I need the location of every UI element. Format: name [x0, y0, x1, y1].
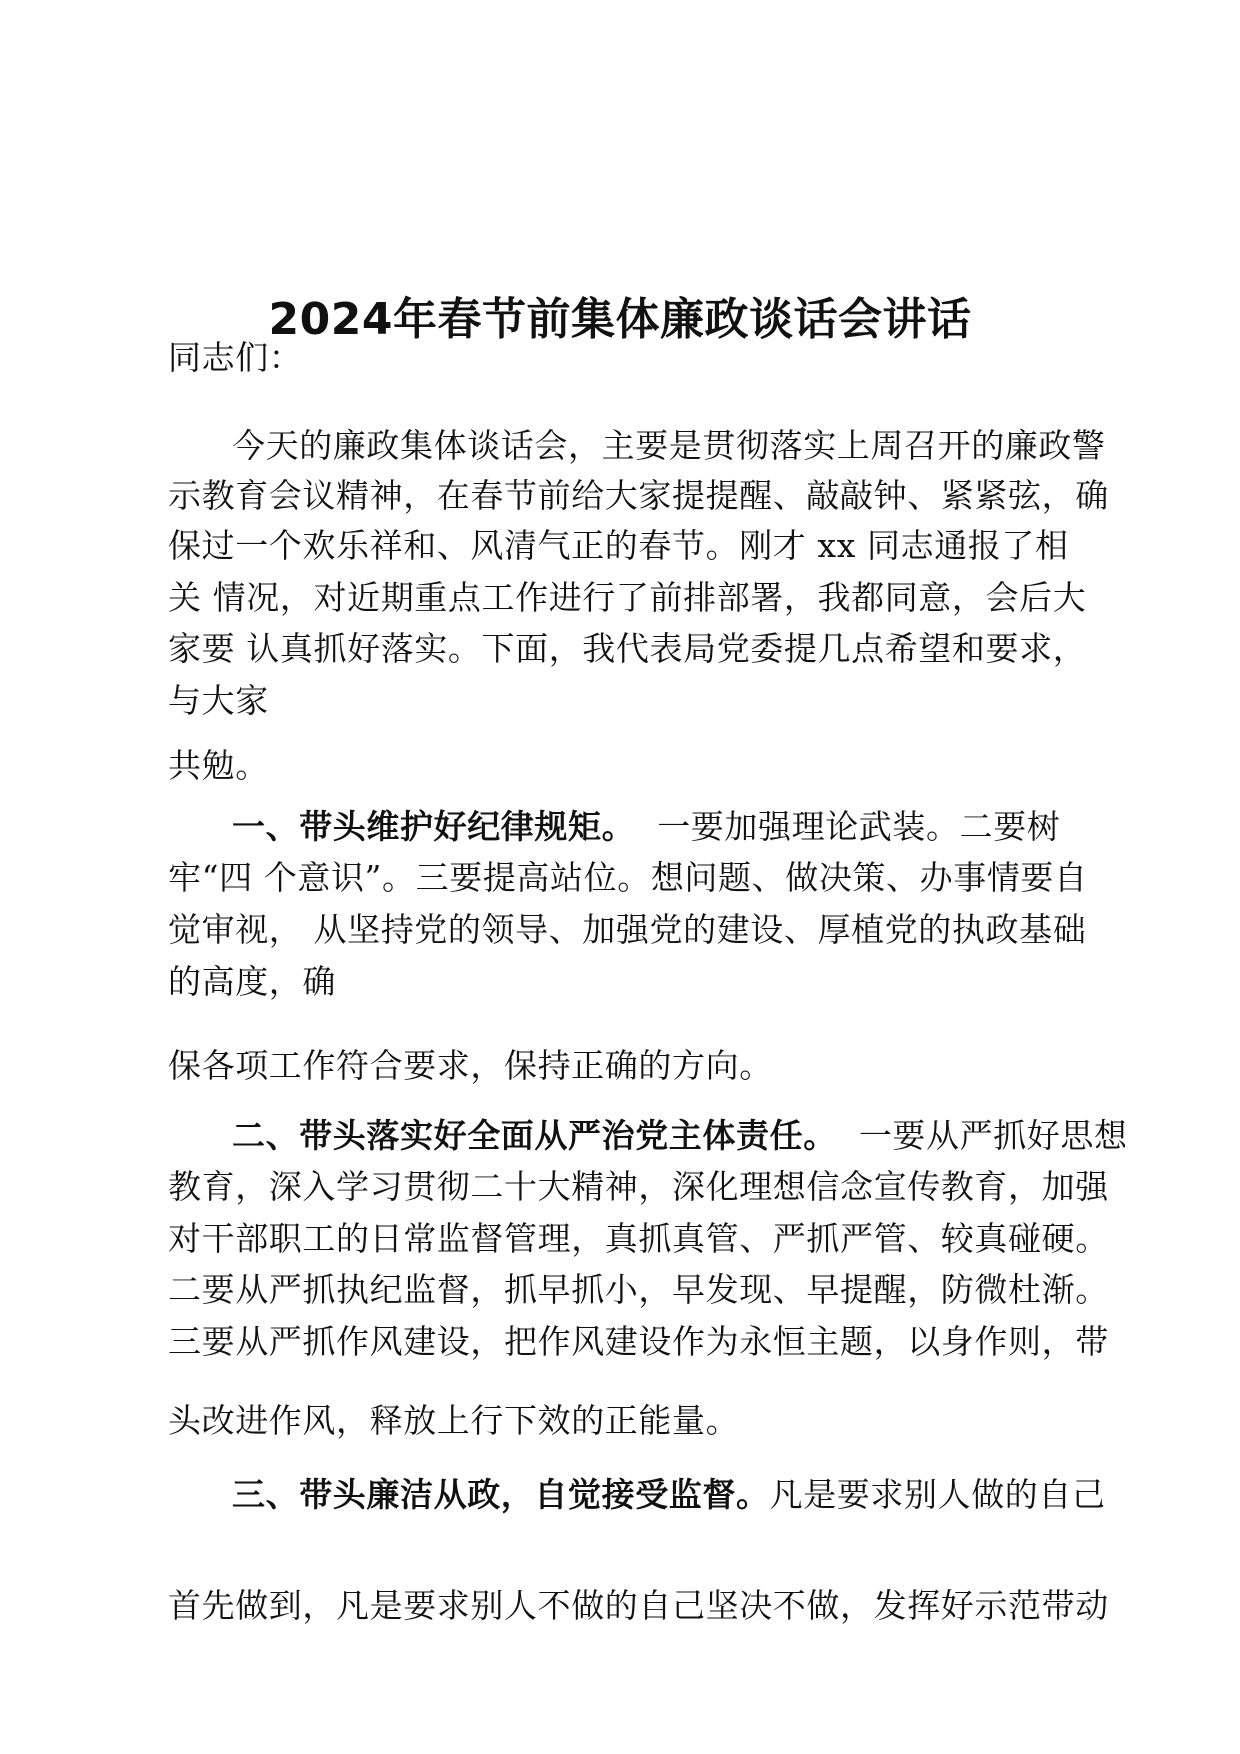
section2-first-line	[232, 1114, 1128, 1158]
section3-heading: 三、带头廉洁从政，自觉接受监督。	[232, 1475, 770, 1514]
section3-line-2: 首先做到，凡是要求别人不做的自己坚决不做，发挥好示范带动	[168, 1586, 1109, 1625]
intro-line-1: 今天的廉政集体谈话会，主要是贯彻落实上周召开的廉政警	[232, 426, 1106, 465]
section2-line-5: 三要从严抓作风建设，把作风建设作为永恒主题，以身作则，带	[168, 1322, 1109, 1361]
intro-line-6: 与大家	[168, 681, 269, 720]
section1-line-2: 牢“四 个意识”。三要提高站位。想问题、做决策、办事情要自	[168, 858, 1088, 897]
section1-line-5: 保各项工作符合要求，保持正确的方向。	[168, 1046, 773, 1085]
intro-line-2: 示教育会议精神，在春节前给大家提提醒、敲敲钟、紧紧弦，确	[168, 476, 1109, 515]
intro-line-3: 保过一个欢乐祥和、风清气正的春节。刚才 xx 同志通报了相	[168, 526, 1069, 565]
section3-first-line	[232, 1473, 1106, 1517]
section2-line-4: 二要从严抓执纪监督，抓早抓小，早发现、早提醒，防微杜渐。	[168, 1270, 1109, 1309]
section2-line-2: 教育，深入学习贯彻二十大精神，深化理想信念宣传教育，加强	[168, 1167, 1109, 1206]
intro-line-7: 共勉。	[168, 746, 269, 785]
section2-line-6: 头改进作风，释放上行下效的正能量。	[168, 1401, 740, 1440]
section1-heading: 一、带头维护好纪律规矩。	[232, 807, 636, 846]
section1-first-text: 一要加强理论武装。二要树	[657, 807, 1061, 846]
section2-heading: 二、带头落实好全面从严治党主体责任。	[232, 1116, 837, 1155]
section1-line-4: 的高度，确	[168, 962, 336, 1001]
section1-line-3: 觉审视， 从坚持党的领导、加强党的建设、厚植党的执政基础	[168, 910, 1087, 949]
document-title: 2024年春节前集体廉政谈话会讲话	[268, 294, 972, 345]
intro-line-4: 关 情况，对近期重点工作进行了前排部署，我都同意，会后大	[168, 578, 1087, 617]
section2-line-3: 对干部职工的日常监督管理，真抓真管、严抓严管、较真碰硬。	[168, 1219, 1109, 1258]
section2-first-text: 一要从严抓好思想	[858, 1116, 1128, 1155]
section3-first-text: 凡是要求别人做的自己	[769, 1475, 1106, 1514]
salutation: 同志们：	[168, 338, 303, 377]
intro-line-5: 家要 认真抓好落实。下面，我代表局党委提几点希望和要求，	[168, 629, 1087, 668]
section1-first-line	[232, 805, 1060, 849]
